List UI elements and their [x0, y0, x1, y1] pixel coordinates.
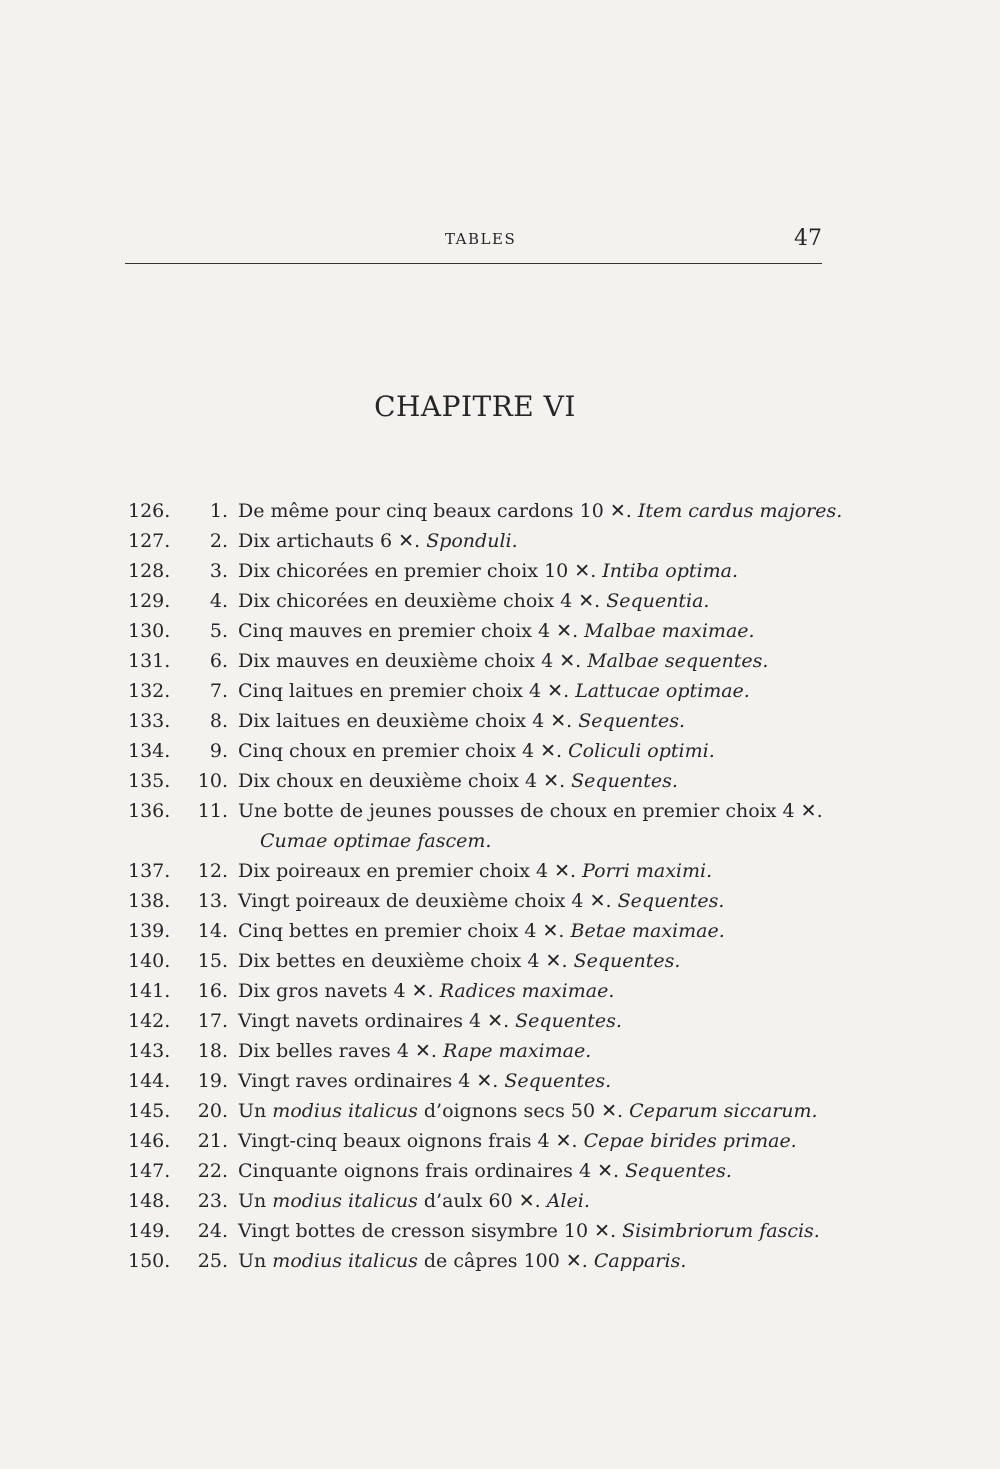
entry-text: [238, 556, 738, 586]
entry-subnumber: 4.: [209, 590, 228, 612]
entry-text: [238, 1096, 818, 1126]
entry-row: [128, 526, 848, 556]
entry-row: [128, 796, 848, 826]
entry-row: [128, 1006, 848, 1036]
entry-subnumber: 17.: [197, 1010, 228, 1032]
entry-description: Vingt-cinq beaux oignons frais 4 ✕.: [238, 1130, 584, 1152]
entry-latin-name: Porri maximi.: [582, 860, 713, 882]
entry-number: 134.: [128, 740, 171, 762]
entry-subnumber: 3.: [209, 560, 228, 582]
entry-number: 132.: [128, 680, 171, 702]
entry-description: d’oignons secs 50 ✕.: [417, 1100, 630, 1122]
entry-row: [128, 1126, 848, 1156]
entry-number: 133.: [128, 710, 171, 732]
chapter-title: CHAPITRE VI: [374, 390, 576, 423]
entry-latin-name: Malbae maximae.: [584, 620, 755, 642]
entry-number: 126.: [128, 500, 171, 522]
entry-description: Dix poireaux en premier choix 4 ✕.: [238, 860, 583, 882]
entry-latin-name: Sequentia.: [606, 590, 710, 612]
entry-latin-name: Betae maximae.: [570, 920, 725, 942]
entry-latin-name: Cepae birides primae.: [583, 1130, 797, 1152]
entry-subnumber: 14.: [197, 920, 228, 942]
entry-number: 148.: [128, 1190, 171, 1212]
entry-text: [238, 1156, 732, 1186]
entry-prefix: Un: [238, 1100, 273, 1122]
entry-row: [128, 1246, 848, 1276]
entry-description: Dix mauves en deuxième choix 4 ✕.: [238, 650, 588, 672]
entry-description: Dix gros navets 4 ✕.: [238, 980, 440, 1002]
entry-text: [238, 796, 823, 826]
entry-text: [238, 916, 725, 946]
entry-number: 129.: [128, 590, 171, 612]
entry-prefix: Un: [238, 1190, 273, 1212]
entry-text: [238, 976, 614, 1006]
entry-number: 128.: [128, 560, 171, 582]
entry-row: [128, 1066, 848, 1096]
entry-latin-name: Malbae sequentes.: [587, 650, 769, 672]
entry-description: Cinquante oignons frais ordinaires 4 ✕.: [238, 1160, 626, 1182]
entry-number: 127.: [128, 530, 171, 552]
entry-subnumber: 12.: [197, 860, 228, 882]
entry-number: 135.: [128, 770, 171, 792]
entry-subnumber: 24.: [197, 1220, 228, 1242]
entry-row: [128, 706, 848, 736]
page-header: [125, 226, 822, 266]
entry-text: [238, 706, 685, 736]
entry-subnumber: 18.: [197, 1040, 228, 1062]
entry-text: [238, 1036, 591, 1066]
entry-description: Dix artichauts 6 ✕.: [238, 530, 427, 552]
entry-latin-name: Alei.: [546, 1190, 590, 1212]
entry-latin-name: Sequentes.: [515, 1010, 622, 1032]
entry-row: [128, 1036, 848, 1066]
entry-description: Dix chicorées en premier choix 10 ✕.: [238, 560, 603, 582]
entry-subnumber: 10.: [197, 770, 228, 792]
entry-row: [128, 886, 848, 916]
entry-latin-name: Sequentes.: [578, 710, 686, 732]
entry-subnumber: 9.: [209, 740, 228, 762]
entry-latin-name: Sequentes.: [617, 890, 725, 912]
entry-text: [238, 586, 709, 616]
entry-description: Vingt bottes de cresson sisymbre 10 ✕.: [238, 1220, 623, 1242]
entry-list: [128, 496, 848, 1276]
entry-text: [238, 496, 842, 526]
entry-text: [238, 736, 715, 766]
entry-latin-name: Sequentes.: [573, 950, 681, 972]
entry-row: [128, 556, 848, 586]
entry-subnumber: 11.: [197, 800, 228, 822]
entry-row: [128, 646, 848, 676]
entry-number: 136.: [128, 800, 171, 822]
entry-subnumber: 2.: [209, 530, 228, 552]
entry-row: [128, 616, 848, 646]
entry-number: 141.: [128, 980, 171, 1002]
entry-latin-name: Cumae optimae fascem.: [260, 830, 492, 852]
entry-latin-name: Sequentes.: [571, 770, 678, 792]
entry-description: de câpres 100 ✕.: [417, 1250, 594, 1272]
entry-prefix-italic: modius italicus: [272, 1190, 418, 1212]
entry-text: [238, 766, 678, 796]
entry-number: 150.: [128, 1250, 171, 1272]
entry-subnumber: 7.: [209, 680, 228, 702]
entry-subnumber: 13.: [197, 890, 228, 912]
entry-latin-name: Intiba optima.: [602, 560, 738, 582]
entry-subnumber: 22.: [197, 1160, 228, 1182]
entry-number: 143.: [128, 1040, 171, 1062]
entry-latin-name: Coliculi optimi.: [568, 740, 715, 762]
entry-number: 139.: [128, 920, 171, 942]
entry-description: Vingt navets ordinaires 4 ✕.: [238, 1010, 516, 1032]
entry-text: [238, 1186, 590, 1216]
entry-description: Dix choux en deuxième choix 4 ✕.: [238, 770, 572, 792]
entry-subnumber: 8.: [209, 710, 228, 732]
entry-text: [238, 676, 750, 706]
entry-description: Dix chicorées en deuxième choix 4 ✕.: [238, 590, 607, 612]
entry-latin-name: Radices maximae.: [439, 980, 615, 1002]
entry-number: 145.: [128, 1100, 171, 1122]
running-head: TABLES: [445, 230, 517, 248]
page-number: 47: [794, 226, 822, 251]
entry-latin-name: Sisimbriorum fascis.: [622, 1220, 820, 1242]
entry-description: Une botte de jeunes pousses de choux en premier choix 4 ✕.: [238, 800, 823, 822]
entry-prefix-italic: modius italicus: [272, 1250, 418, 1272]
entry-row: [128, 496, 848, 526]
entry-number: 137.: [128, 860, 171, 882]
entry-row: [128, 856, 848, 886]
entry-row: [128, 586, 848, 616]
entry-description: Dix bettes en deuxième choix 4 ✕.: [238, 950, 574, 972]
entry-description: Dix laitues en deuxième choix 4 ✕.: [238, 710, 579, 732]
entry-description: Cinq choux en premier choix 4 ✕.: [238, 740, 569, 762]
entry-description: Dix belles raves 4 ✕.: [238, 1040, 443, 1062]
entry-subnumber: 20.: [197, 1100, 228, 1122]
entry-text: [238, 1216, 820, 1246]
entry-subnumber: 21.: [197, 1130, 228, 1152]
entry-row: [128, 676, 848, 706]
entry-number: 144.: [128, 1070, 171, 1092]
entry-latin-name: Sponduli.: [426, 530, 518, 552]
entry-text: [238, 856, 712, 886]
entry-description: De même pour cinq beaux cardons 10 ✕.: [238, 500, 638, 522]
entry-text: [238, 1066, 611, 1096]
entry-text: [238, 646, 768, 676]
entry-number: 149.: [128, 1220, 171, 1242]
entry-subnumber: 23.: [197, 1190, 228, 1212]
entry-prefix-italic: modius italicus: [272, 1100, 418, 1122]
entry-subnumber: 1.: [209, 500, 228, 522]
entry-row: [128, 766, 848, 796]
entry-latin-name: Capparis.: [593, 1250, 687, 1272]
entry-description: Vingt poireaux de deuxième choix 4 ✕.: [238, 890, 618, 912]
entry-row: [128, 946, 848, 976]
entry-description: d’aulx 60 ✕.: [417, 1190, 547, 1212]
entry-text: [238, 526, 518, 556]
entry-text: [238, 1246, 686, 1276]
entry-subnumber: 19.: [197, 1070, 228, 1092]
entry-number: 146.: [128, 1130, 171, 1152]
entry-row: [128, 1216, 848, 1246]
entry-latin-name: Lattucae optimae.: [575, 680, 750, 702]
entry-number: 138.: [128, 890, 171, 912]
entry-row: [128, 1096, 848, 1126]
entry-latin-name: Ceparum siccarum.: [629, 1100, 818, 1122]
entry-prefix: Un: [238, 1250, 273, 1272]
entry-row: [128, 736, 848, 766]
entry-latin-name: Sequentes.: [504, 1070, 612, 1092]
entry-row: [128, 976, 848, 1006]
entry-row: [128, 916, 848, 946]
entry-subnumber: 16.: [197, 980, 228, 1002]
entry-text: [238, 1126, 797, 1156]
entry-description: Cinq mauves en premier choix 4 ✕.: [238, 620, 585, 642]
entry-number: 147.: [128, 1160, 171, 1182]
entry-latin-name: Item cardus majores.: [637, 500, 843, 522]
entry-row: [128, 1156, 848, 1186]
entry-row: [128, 1186, 848, 1216]
entry-text: [238, 616, 755, 646]
header-rule: [125, 263, 822, 264]
entry-number: 142.: [128, 1010, 171, 1032]
entry-text: [260, 826, 491, 856]
entry-description: Vingt raves ordinaires 4 ✕.: [238, 1070, 505, 1092]
entry-text: [238, 886, 724, 916]
entry-text: [238, 946, 680, 976]
entry-subnumber: 25.: [197, 1250, 228, 1272]
entry-continuation: [260, 826, 848, 856]
entry-subnumber: 15.: [197, 950, 228, 972]
entry-latin-name: Sequentes.: [625, 1160, 732, 1182]
entry-number: 140.: [128, 950, 171, 972]
entry-text: [238, 1006, 622, 1036]
entry-description: Cinq bettes en premier choix 4 ✕.: [238, 920, 571, 942]
entry-description: Cinq laitues en premier choix 4 ✕.: [238, 680, 576, 702]
entry-latin-name: Rape maximae.: [442, 1040, 592, 1062]
entry-number: 131.: [128, 650, 171, 672]
entry-subnumber: 6.: [209, 650, 228, 672]
entry-number: 130.: [128, 620, 171, 642]
entry-subnumber: 5.: [209, 620, 228, 642]
